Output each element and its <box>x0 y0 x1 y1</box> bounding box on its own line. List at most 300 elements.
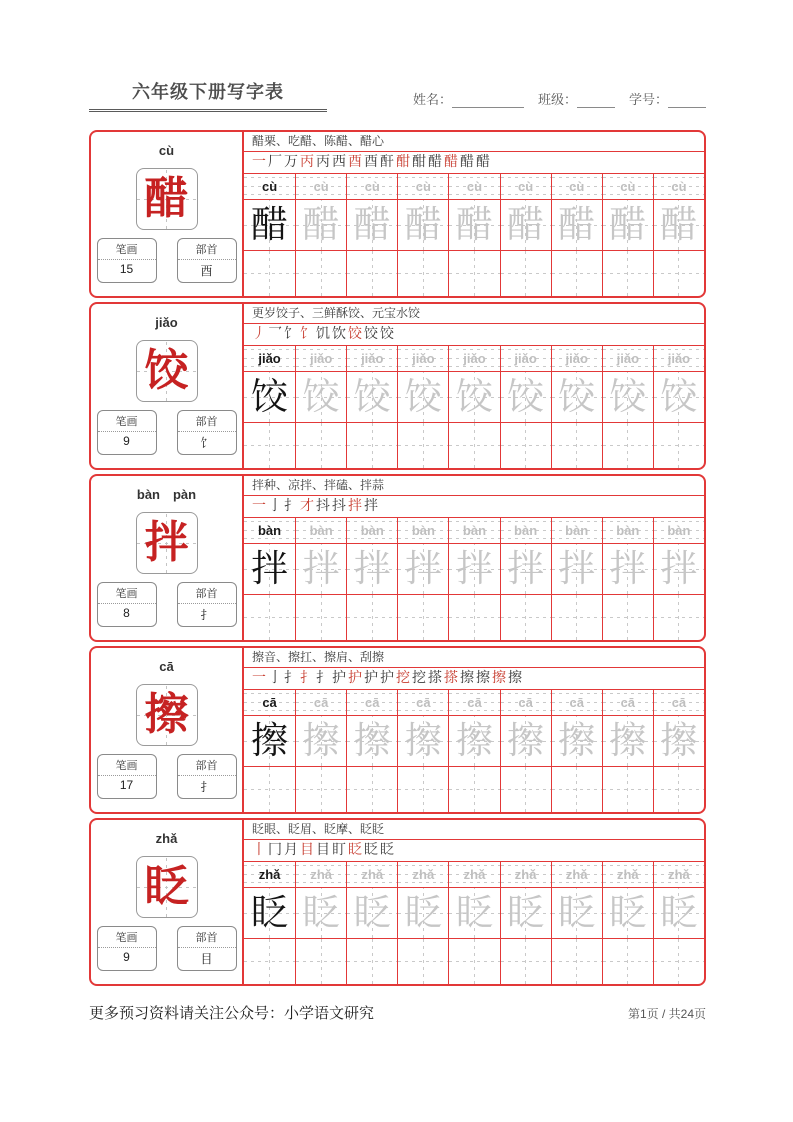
blank-practice-cell[interactable] <box>346 251 397 296</box>
big-character: 擦 <box>144 690 189 739</box>
character-trace-cell: 擦 <box>551 716 602 766</box>
blank-practice-cell[interactable] <box>448 767 499 812</box>
page-footer <box>89 1002 706 1023</box>
character-trace-cell: 醋 <box>551 200 602 250</box>
name-blank[interactable] <box>452 93 524 108</box>
radical-box-label: 部首 <box>178 583 236 604</box>
character-trace-cell: 醋 <box>295 200 346 250</box>
blank-practice-cell[interactable] <box>397 251 448 296</box>
big-character-box <box>136 856 198 918</box>
character-model-cell: 饺 <box>244 372 295 422</box>
blank-practice-cell[interactable] <box>346 767 397 812</box>
blank-practice-cell[interactable] <box>500 767 551 812</box>
big-character-box <box>136 168 198 230</box>
blank-practice-cell[interactable] <box>551 939 602 984</box>
stroke-order-step: 挖 <box>396 671 410 686</box>
blank-practice-cell[interactable] <box>448 251 499 296</box>
radical-box-label: 部首 <box>178 755 236 776</box>
name-label: 姓名： <box>412 92 452 107</box>
stroke-order-step: 拌 <box>364 499 378 514</box>
stroke-order-step: 抖 <box>316 499 330 514</box>
stroke-order-step: 擦 <box>508 671 522 686</box>
big-character: 拌 <box>144 518 189 567</box>
blank-practice-row <box>244 423 704 468</box>
radical-box <box>177 238 237 283</box>
blank-practice-row <box>244 939 704 984</box>
stroke-order-step: 丿 <box>252 327 266 342</box>
stroke-count-box-value: 15 <box>119 262 134 276</box>
character-trace-cell: 饺 <box>602 372 653 422</box>
stroke-count-box-label: 笔画 <box>98 583 156 604</box>
radical-box-label: 部首 <box>178 411 236 432</box>
character-trace-cell: 醋 <box>448 200 499 250</box>
example-words: 眨眼、眨眉、眨摩、眨眨 <box>244 820 704 840</box>
stroke-order-step: 饥 <box>316 327 330 342</box>
blank-practice-cell[interactable] <box>500 595 551 640</box>
blank-practice-cell[interactable] <box>244 251 295 296</box>
blank-practice-cell[interactable] <box>295 423 346 468</box>
stroke-order-step: 醋 <box>428 155 442 170</box>
card-practice-panel <box>242 648 704 812</box>
stroke-count-box-value: 9 <box>123 950 130 964</box>
pinyin-practice-row <box>244 862 704 888</box>
radical-box-value: 扌 <box>200 608 213 622</box>
stroke-order-step: 眨 <box>364 843 378 858</box>
example-words: 更岁饺子、三鲜酥饺、元宝水饺 <box>244 304 704 324</box>
stroke-order-step: 眨 <box>380 843 394 858</box>
stroke-count-box-value: 9 <box>123 434 130 448</box>
example-words: 拌种、凉拌、拌磕、拌蒜 <box>244 476 704 496</box>
stroke-order-step: 扌 <box>284 671 298 686</box>
blank-practice-cell[interactable] <box>653 939 704 984</box>
pinyin-trace-cell: bàn <box>448 518 499 543</box>
pinyin-trace-cell: bàn <box>653 518 704 543</box>
pinyin-model-cell: zhǎ <box>244 862 295 887</box>
character-cards <box>89 130 706 986</box>
stroke-count-box-label: 笔画 <box>98 755 156 776</box>
pinyin-trace-cell: jiǎo <box>448 346 499 371</box>
character-trace-cell: 擦 <box>295 716 346 766</box>
blank-practice-cell[interactable] <box>346 595 397 640</box>
blank-practice-cell[interactable] <box>244 595 295 640</box>
blank-practice-cell[interactable] <box>653 251 704 296</box>
character-trace-cell: 饺 <box>295 372 346 422</box>
stroke-order-row <box>244 668 704 690</box>
blank-practice-cell[interactable] <box>397 595 448 640</box>
stroke-count-box <box>97 926 157 971</box>
stroke-order-row <box>244 152 704 174</box>
page-number: 第1页 / 共24页 <box>627 1007 706 1021</box>
blank-practice-row <box>244 767 704 812</box>
stroke-count-box-value: 17 <box>119 778 134 792</box>
stroke-count-box-value: 8 <box>123 606 130 620</box>
pinyin-trace-cell: cù <box>346 174 397 199</box>
card-left-panel <box>91 304 242 468</box>
class-field <box>538 89 615 108</box>
stroke-order-step: 眨 <box>348 843 362 858</box>
character-trace-cell: 眨 <box>397 888 448 938</box>
pinyin-trace-cell: cā <box>346 690 397 715</box>
character-trace-cell: 眨 <box>295 888 346 938</box>
pinyin-trace-cell: bàn <box>295 518 346 543</box>
pinyin-trace-cell: cā <box>448 690 499 715</box>
pinyin-trace-cell: jiǎo <box>346 346 397 371</box>
stroke-order-step: 醋 <box>460 155 474 170</box>
blank-practice-cell[interactable] <box>500 423 551 468</box>
character-trace-cell: 饺 <box>448 372 499 422</box>
stroke-order-step: 护 <box>364 671 378 686</box>
pinyin-trace-cell: cù <box>448 174 499 199</box>
pinyin-trace-cell: zhǎ <box>551 862 602 887</box>
stroke-order-step: 万 <box>284 155 298 170</box>
pinyin-trace-cell: zhǎ <box>448 862 499 887</box>
stroke-count-box <box>97 754 157 799</box>
character-trace-cell: 拌 <box>295 544 346 594</box>
radical-box-value: 酉 <box>200 264 213 278</box>
stroke-order-step: 抖 <box>332 499 346 514</box>
stroke-count-box-label: 笔画 <box>98 927 156 948</box>
stroke-order-step: 护 <box>380 671 394 686</box>
blank-practice-cell[interactable] <box>500 939 551 984</box>
pinyin-practice-row <box>244 690 704 716</box>
pinyin-model-cell: cù <box>244 174 295 199</box>
pinyin-trace-cell: cā <box>500 690 551 715</box>
radical-box <box>177 410 237 455</box>
character-trace-cell: 拌 <box>653 544 704 594</box>
pinyin-trace-cell: zhǎ <box>346 862 397 887</box>
blank-practice-cell[interactable] <box>295 767 346 812</box>
stroke-order-step: 擦 <box>460 671 474 686</box>
pinyin-trace-cell: jiǎo <box>295 346 346 371</box>
card-practice-panel <box>242 820 704 984</box>
student-id-blank[interactable] <box>668 93 706 108</box>
stroke-order-step: 厂 <box>268 155 282 170</box>
big-character-box <box>136 684 198 746</box>
stroke-order-step: 目 <box>316 843 330 858</box>
char-card <box>89 130 706 298</box>
character-trace-cell: 拌 <box>500 544 551 594</box>
stroke-order-step: 饺 <box>364 327 378 342</box>
stroke-order-step: 护 <box>348 671 362 686</box>
character-trace-cell: 饺 <box>551 372 602 422</box>
radical-box-label: 部首 <box>178 239 236 260</box>
card-practice-panel <box>242 304 704 468</box>
character-trace-cell: 擦 <box>653 716 704 766</box>
blank-practice-cell[interactable] <box>602 423 653 468</box>
character-trace-cell: 拌 <box>602 544 653 594</box>
blank-practice-cell[interactable] <box>448 595 499 640</box>
character-trace-cell: 拌 <box>397 544 448 594</box>
card-left-panel <box>91 132 242 296</box>
pinyin-trace-cell: bàn <box>602 518 653 543</box>
page-header <box>89 78 706 112</box>
pinyin-trace-cell: jiǎo <box>500 346 551 371</box>
character-practice-row <box>244 200 704 251</box>
blank-practice-cell[interactable] <box>551 251 602 296</box>
stroke-order-step: 擦 <box>492 671 506 686</box>
character-trace-cell: 饺 <box>397 372 448 422</box>
stroke-order-step: 扌 <box>316 671 330 686</box>
character-trace-cell: 眨 <box>500 888 551 938</box>
character-trace-cell: 眨 <box>653 888 704 938</box>
stroke-order-step: 搽 <box>444 671 458 686</box>
blank-practice-cell[interactable] <box>653 767 704 812</box>
character-practice-row <box>244 544 704 595</box>
stroke-order-step: 饺 <box>380 327 394 342</box>
pinyin-model-cell: jiǎo <box>244 346 295 371</box>
pinyin-trace-cell: cù <box>653 174 704 199</box>
pinyin-model-cell: cā <box>244 690 295 715</box>
character-trace-cell: 眨 <box>602 888 653 938</box>
character-trace-cell: 眨 <box>448 888 499 938</box>
stroke-order-step: 丨 <box>252 843 266 858</box>
character-trace-cell: 擦 <box>602 716 653 766</box>
stroke-order-step: 一 <box>252 499 266 514</box>
blank-practice-cell[interactable] <box>448 423 499 468</box>
pinyin-trace-cell: cù <box>295 174 346 199</box>
stroke-order-step: 亅 <box>268 671 282 686</box>
stroke-order-step: 一 <box>252 671 266 686</box>
pinyin-trace-cell: cā <box>551 690 602 715</box>
pinyin-trace-cell: bàn <box>500 518 551 543</box>
blank-practice-cell[interactable] <box>448 939 499 984</box>
blank-practice-cell[interactable] <box>602 251 653 296</box>
pinyin-trace-cell: cù <box>602 174 653 199</box>
card-practice-panel <box>242 132 704 296</box>
blank-practice-cell[interactable] <box>397 423 448 468</box>
stroke-order-step: 扌 <box>300 671 314 686</box>
blank-practice-cell[interactable] <box>244 939 295 984</box>
blank-practice-cell[interactable] <box>397 939 448 984</box>
stroke-count-box-label: 笔画 <box>98 239 156 260</box>
blank-practice-cell[interactable] <box>346 423 397 468</box>
pinyin-trace-cell: zhǎ <box>295 862 346 887</box>
pinyin-trace-cell: jiǎo <box>397 346 448 371</box>
card-left-panel <box>91 476 242 640</box>
pinyin-trace-cell: zhǎ <box>602 862 653 887</box>
character-trace-cell: 擦 <box>500 716 551 766</box>
character-trace-cell: 擦 <box>397 716 448 766</box>
card-practice-panel <box>242 476 704 640</box>
character-trace-cell: 醋 <box>397 200 448 250</box>
stroke-count-box-label: 笔画 <box>98 411 156 432</box>
pinyin-trace-cell: cā <box>397 690 448 715</box>
stroke-order-step: 搽 <box>428 671 442 686</box>
stroke-order-step: 醋 <box>444 155 458 170</box>
pinyin-trace-cell: zhǎ <box>653 862 704 887</box>
radical-box-value: 目 <box>200 952 213 966</box>
pinyin-trace-cell: cù <box>551 174 602 199</box>
stroke-order-step: 醋 <box>476 155 490 170</box>
card-pinyin: bàn pàn <box>136 487 197 502</box>
pinyin-trace-cell: zhǎ <box>397 862 448 887</box>
blank-practice-row <box>244 251 704 296</box>
stroke-order-step: 盯 <box>332 843 346 858</box>
stroke-order-step: 护 <box>332 671 346 686</box>
footer-note: 更多预习资料请关注公众号：小学语文研究 <box>89 1006 375 1022</box>
blank-practice-cell[interactable] <box>244 767 295 812</box>
char-card <box>89 646 706 814</box>
character-trace-cell: 眨 <box>346 888 397 938</box>
stroke-order-step: 挖 <box>412 671 426 686</box>
radical-box <box>177 926 237 971</box>
stroke-count-box <box>97 410 157 455</box>
character-model-cell: 擦 <box>244 716 295 766</box>
stroke-order-step: 一 <box>252 155 266 170</box>
char-card <box>89 302 706 470</box>
character-trace-cell: 饺 <box>653 372 704 422</box>
character-trace-cell: 眨 <box>551 888 602 938</box>
character-practice-row <box>244 372 704 423</box>
pinyin-trace-cell: jiǎo <box>653 346 704 371</box>
pinyin-practice-row <box>244 346 704 372</box>
stroke-order-step: 酐 <box>380 155 394 170</box>
pinyin-trace-cell: cā <box>653 690 704 715</box>
student-id-label: 学号： <box>628 92 668 107</box>
card-pinyin: cā <box>159 659 174 674</box>
stroke-order-step: 酣 <box>412 155 426 170</box>
stroke-order-step: 拌 <box>348 499 362 514</box>
example-words: 醋栗、吃醋、陈醋、醋心 <box>244 132 704 152</box>
example-words: 擦音、擦扛、擦肩、刮擦 <box>244 648 704 668</box>
pinyin-trace-cell: cā <box>295 690 346 715</box>
card-pinyin: zhǎ <box>155 831 178 846</box>
title-underline <box>89 78 327 112</box>
character-trace-cell: 拌 <box>448 544 499 594</box>
card-meta <box>97 754 237 799</box>
pinyin-trace-cell: cù <box>500 174 551 199</box>
stroke-count-box <box>97 238 157 283</box>
student-id-field <box>629 89 706 108</box>
page-title: 六年级下册写字表 <box>132 82 284 102</box>
blank-practice-cell[interactable] <box>602 595 653 640</box>
char-card <box>89 474 706 642</box>
stroke-order-step: 月 <box>284 843 298 858</box>
blank-practice-cell[interactable] <box>295 595 346 640</box>
card-left-panel <box>91 820 242 984</box>
class-label: 班级： <box>537 92 577 107</box>
blank-practice-cell[interactable] <box>295 251 346 296</box>
card-meta <box>97 410 237 455</box>
character-model-cell: 拌 <box>244 544 295 594</box>
character-model-cell: 醋 <box>244 200 295 250</box>
card-left-panel <box>91 648 242 812</box>
character-trace-cell: 醋 <box>602 200 653 250</box>
pinyin-trace-cell: jiǎo <box>551 346 602 371</box>
char-card <box>89 818 706 986</box>
stroke-order-row <box>244 496 704 518</box>
big-character: 眨 <box>144 862 189 911</box>
pinyin-trace-cell: bàn <box>346 518 397 543</box>
character-trace-cell: 擦 <box>346 716 397 766</box>
pinyin-model-cell: bàn <box>244 518 295 543</box>
stroke-count-box <box>97 582 157 627</box>
card-pinyin: jiǎo <box>155 315 178 330</box>
pinyin-trace-cell: cù <box>397 174 448 199</box>
character-trace-cell: 醋 <box>653 200 704 250</box>
stroke-order-step: 丙 <box>316 155 330 170</box>
blank-practice-cell[interactable] <box>397 767 448 812</box>
card-meta <box>97 582 237 627</box>
stroke-order-step: 饣 <box>300 327 314 342</box>
student-info-fields <box>413 89 706 112</box>
blank-practice-cell[interactable] <box>551 595 602 640</box>
stroke-order-step: 亅 <box>268 499 282 514</box>
stroke-order-step: 乛 <box>268 327 282 342</box>
card-meta <box>97 926 237 971</box>
blank-practice-cell[interactable] <box>346 939 397 984</box>
radical-box-value: 扌 <box>200 780 213 794</box>
blank-practice-cell[interactable] <box>653 423 704 468</box>
pinyin-trace-cell: bàn <box>397 518 448 543</box>
stroke-order-step: 冂 <box>268 843 282 858</box>
character-trace-cell: 擦 <box>448 716 499 766</box>
character-trace-cell: 饺 <box>500 372 551 422</box>
character-trace-cell: 饺 <box>346 372 397 422</box>
blank-practice-cell[interactable] <box>602 939 653 984</box>
character-trace-cell: 醋 <box>500 200 551 250</box>
pinyin-trace-cell: cā <box>602 690 653 715</box>
card-pinyin: cù <box>158 143 175 158</box>
stroke-order-step: 才 <box>300 499 314 514</box>
blank-practice-cell[interactable] <box>295 939 346 984</box>
stroke-order-step: 饮 <box>332 327 346 342</box>
big-character: 醋 <box>144 174 189 223</box>
stroke-order-step: 目 <box>300 843 314 858</box>
radical-box <box>177 754 237 799</box>
blank-practice-cell[interactable] <box>244 423 295 468</box>
pinyin-trace-cell: jiǎo <box>602 346 653 371</box>
stroke-order-step: 扌 <box>284 499 298 514</box>
character-trace-cell: 拌 <box>346 544 397 594</box>
big-character: 饺 <box>144 346 189 395</box>
class-blank[interactable] <box>577 93 615 108</box>
radical-box <box>177 582 237 627</box>
character-model-cell: 眨 <box>244 888 295 938</box>
blank-practice-cell[interactable] <box>500 251 551 296</box>
stroke-order-step: 饺 <box>348 327 362 342</box>
pinyin-trace-cell: zhǎ <box>500 862 551 887</box>
card-meta <box>97 238 237 283</box>
stroke-order-step: 酣 <box>396 155 410 170</box>
radical-box-label: 部首 <box>178 927 236 948</box>
stroke-order-step: 丙 <box>300 155 314 170</box>
character-trace-cell: 拌 <box>551 544 602 594</box>
pinyin-practice-row <box>244 174 704 200</box>
stroke-order-step: 酉 <box>348 155 362 170</box>
pinyin-practice-row <box>244 518 704 544</box>
stroke-order-row <box>244 840 704 862</box>
blank-practice-cell[interactable] <box>551 423 602 468</box>
stroke-order-step: 西 <box>332 155 346 170</box>
pinyin-trace-cell: bàn <box>551 518 602 543</box>
character-trace-cell: 醋 <box>346 200 397 250</box>
character-practice-row <box>244 716 704 767</box>
radical-box-value: 饣 <box>200 436 213 450</box>
blank-practice-cell[interactable] <box>602 767 653 812</box>
blank-practice-cell[interactable] <box>551 767 602 812</box>
stroke-order-step: 酉 <box>364 155 378 170</box>
big-character-box <box>136 340 198 402</box>
stroke-order-step: 擦 <box>476 671 490 686</box>
stroke-order-step: 饣 <box>284 327 298 342</box>
big-character-box <box>136 512 198 574</box>
name-field <box>413 89 524 108</box>
character-practice-row <box>244 888 704 939</box>
blank-practice-row <box>244 595 704 640</box>
stroke-order-row <box>244 324 704 346</box>
blank-practice-cell[interactable] <box>653 595 704 640</box>
